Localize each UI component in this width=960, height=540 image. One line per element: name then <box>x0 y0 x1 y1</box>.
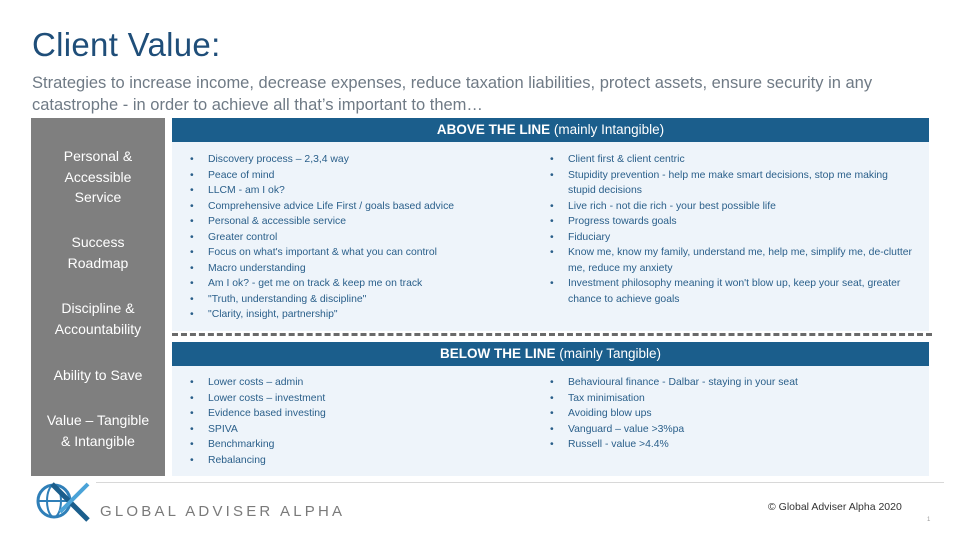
globe-logo-icon <box>30 480 90 522</box>
above-the-line-panel <box>172 142 929 331</box>
bullet-item: • Am I ok? - get me on track & keep me on track <box>188 276 538 292</box>
below-the-line-panel <box>172 366 929 476</box>
bullet-item: • Live rich - not die rich - your best possible life <box>548 199 918 215</box>
sidebar-item-ability-to-save: Ability to Save <box>53 367 143 383</box>
bullet-item: • Vanguard – value >3%pa <box>548 422 918 438</box>
above-heading-bold: ABOVE THE LINE <box>436 122 551 137</box>
bullet-item: • Discovery process – 2,3,4 way <box>188 152 538 168</box>
page-number: 1 <box>927 517 931 523</box>
bullet-item: • SPIVA <box>188 422 538 438</box>
dashed-divider <box>172 333 932 336</box>
bullet-item: • Tax minimisation <box>548 391 918 407</box>
bullet-item: • Behavioural finance - Dalbar - staying in your seat <box>548 375 918 391</box>
bullet-item: • Fiduciary <box>548 230 918 246</box>
bullet-item: • Greater control <box>188 230 538 246</box>
bullet-item: • Rebalancing <box>188 453 538 469</box>
bullet-item: • Stupidity prevention - help me make smart decisions, stop me making stupid decisions <box>548 168 918 199</box>
bullet-item: • Investment philosophy meaning it won't blow up, keep your seat, greater chance to achieve goals <box>548 276 918 307</box>
sidebar <box>31 118 165 476</box>
footer-divider <box>96 482 944 483</box>
bullet-item: • Lower costs – admin <box>188 375 538 391</box>
bullet-item: • Lower costs – investment <box>188 391 538 407</box>
bullet-item: • "Truth, understanding & discipline" <box>188 292 538 308</box>
copyright-text: © Global Adviser Alpha 2020 <box>768 501 902 513</box>
sidebar-item-value: Value – Tangible & Intangible <box>46 412 150 449</box>
bullet-item: • "Clarity, insight, partnership" <box>188 307 538 323</box>
above-heading-rest: (mainly Intangible) <box>550 122 665 137</box>
bullet-item: • LLCM - am I ok? <box>188 183 538 199</box>
below-the-line-header <box>172 342 929 366</box>
bullet-item: • Macro understanding <box>188 261 538 277</box>
bullet-item: • Russell - value >4.4% <box>548 437 918 453</box>
bullet-item: • Client first & client centric <box>548 152 918 168</box>
brand-name: GLOBAL ADVISER ALPHA <box>100 503 346 520</box>
above-the-line-header <box>172 118 929 142</box>
sidebar-item-personal-service: Personal & Accessible Service <box>63 148 133 205</box>
bullet-item: • Peace of mind <box>188 168 538 184</box>
slide-subtitle: Strategies to increase income, decrease expenses, reduce taxation liabilities, protect assets, ensure security in any catastrophe - in order to achieve all that’s important to them… <box>32 74 873 114</box>
sidebar-item-discipline: Discipline & Accountability <box>54 300 142 337</box>
below-left-list <box>188 375 538 468</box>
bullet-item: • Avoiding blow ups <box>548 406 918 422</box>
bullet-item: • Personal & accessible service <box>188 214 538 230</box>
below-heading-bold: BELOW THE LINE <box>439 346 556 361</box>
below-right-list <box>548 375 918 453</box>
below-heading-rest: (mainly Tangible) <box>555 346 662 361</box>
above-left-list <box>188 152 538 323</box>
bullet-item: • Comprehensive advice Life First / goals based advice <box>188 199 538 215</box>
bullet-item: • Know me, know my family, understand me, help me, simplify me, de-clutter me, reduce my anxiety <box>548 245 918 276</box>
sidebar-item-success-roadmap: Success Roadmap <box>67 234 129 271</box>
bullet-item: • Focus on what's important & what you can control <box>188 245 538 261</box>
bullet-item: • Progress towards goals <box>548 214 918 230</box>
slide-title: Client Value: <box>32 26 221 63</box>
bullet-item: • Evidence based investing <box>188 406 538 422</box>
above-right-list <box>548 152 918 307</box>
bullet-item: • Benchmarking <box>188 437 538 453</box>
